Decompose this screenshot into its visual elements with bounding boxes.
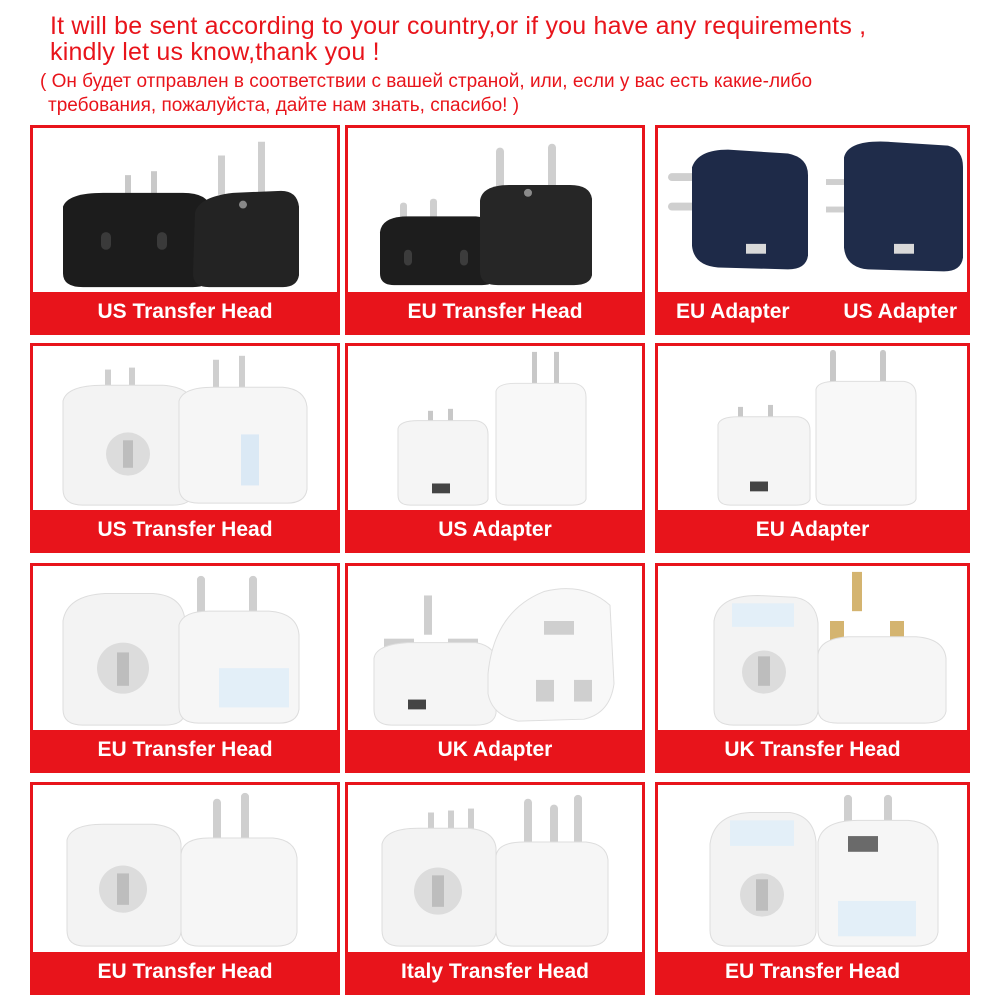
label-bar: [348, 952, 642, 992]
product-image: [33, 346, 337, 510]
product-label: EU Transfer Head: [724, 960, 901, 983]
product-image: [33, 128, 337, 292]
product-label-left: EU Adapter: [676, 300, 790, 323]
product-card-eu-transfer-white-2[interactable]: [30, 782, 340, 995]
product-label: US Transfer Head: [97, 518, 273, 541]
product-image: [658, 128, 967, 292]
product-label: UK Adapter: [437, 738, 553, 761]
header-line-1: It will be sent according to your country,or if you have any requirements ,: [50, 12, 867, 40]
product-label: EU Transfer Head: [97, 738, 273, 761]
label-bar: [33, 730, 337, 770]
product-card-uk-transfer-white[interactable]: [655, 563, 970, 773]
product-image: [348, 566, 642, 730]
product-image: [348, 128, 642, 292]
product-label-right: US Adapter: [843, 300, 957, 323]
product-card-eu-transfer-black[interactable]: [345, 125, 645, 335]
product-label: EU Adapter: [755, 518, 870, 541]
label-bar: [658, 952, 967, 992]
product-label: Italy Transfer Head: [401, 960, 589, 983]
label-bar: [348, 730, 642, 770]
product-card-usb-adapter-white-us[interactable]: [345, 343, 645, 553]
product-card-usb-adapter-white-uk[interactable]: [345, 563, 645, 773]
product-card-italy-transfer-white[interactable]: [345, 782, 645, 995]
product-image: [348, 785, 642, 952]
product-label: EU Transfer Head: [407, 300, 583, 323]
product-card-eu-transfer-white[interactable]: [30, 563, 340, 773]
product-label: EU Transfer Head: [97, 960, 273, 983]
product-image: [658, 566, 967, 730]
label-bar: [658, 510, 967, 550]
label-bar: [33, 292, 337, 332]
header-line-2: kindly let us know,thank you !: [50, 38, 380, 66]
label-bar: [348, 510, 642, 550]
label-bar: [658, 292, 967, 332]
product-label: US Transfer Head: [97, 300, 273, 323]
product-card-eu-schuko-transfer-white[interactable]: [655, 782, 970, 995]
label-bar: [33, 952, 337, 992]
product-label: US Adapter: [438, 518, 552, 541]
header-russian-line-1: ( Он будет отправлен в соответствии с вашей страной, или, если у вас есть какие-либо: [40, 71, 813, 92]
product-image: [33, 785, 337, 952]
product-label: UK Transfer Head: [724, 738, 901, 761]
label-bar: [658, 730, 967, 770]
product-image: [33, 566, 337, 730]
product-image: [348, 346, 642, 510]
header-russian-line-2: требования, пожалуйста, дайте нам знать, спасибо! ): [48, 95, 520, 116]
product-card-usb-adapters-black[interactable]: [655, 125, 970, 335]
product-card-us-transfer-black[interactable]: [30, 125, 340, 335]
label-bar: [348, 292, 642, 332]
product-card-usb-adapter-white-eu[interactable]: [655, 343, 970, 553]
label-bar: [33, 510, 337, 550]
product-image: [658, 785, 967, 952]
product-card-us-transfer-white[interactable]: [30, 343, 340, 553]
product-image: [658, 346, 967, 510]
